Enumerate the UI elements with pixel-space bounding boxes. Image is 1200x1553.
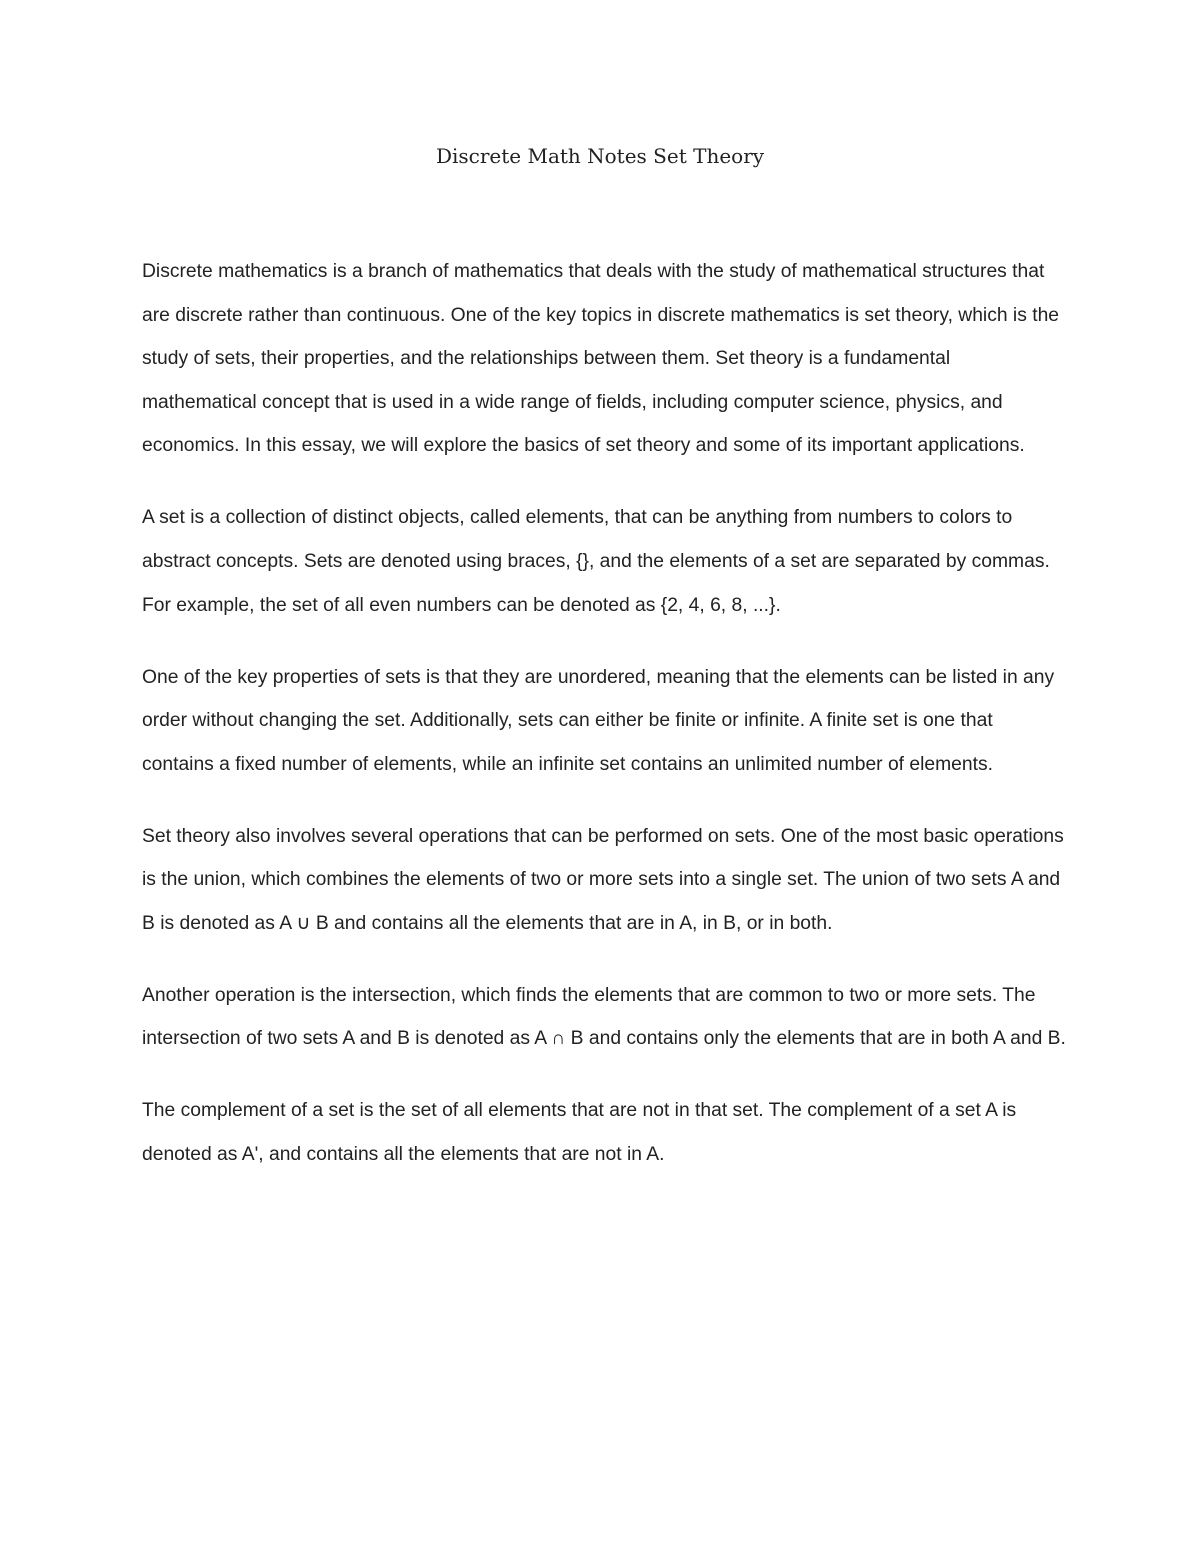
paragraph-intersection: Another operation is the intersection, which finds the elements that are common to two or more sets. The intersection of two sets A and B is denoted as A ∩ B and contains only the elements that are in both A and B. (142, 984, 1066, 1050)
paragraph-union: Set theory also involves several operations that can be performed on sets. One of the most basic operations is the union, which combines the elements of two or more sets into a single set. The union of two sets A and B is denoted as A ∪ B and contains all the elements that are in A, in B, or in both. (142, 825, 1064, 934)
paragraph-set-properties: One of the key properties of sets is that they are unordered, meaning that the elements can be listed in any order without changing the set. Additionally, sets can either be finite or infinite. A finite set is one that contains a fixed number of elements, while an infinite set contains an unlimited number of elements. (142, 666, 1055, 775)
document-body (142, 250, 1066, 1205)
paragraph-intro: Discrete mathematics is a branch of mathematics that deals with the study of mathematical structures that are discrete rather than continuous. One of the key topics in discrete mathematics is set theory, which is the study of sets, their properties, and the relationships between them. Set theory is a fundamental mathematical concept that is used in a wide range of fields, including computer science, physics, and economics. In this essay, we will explore the basics of set theory and some of its important applications. (142, 261, 1060, 457)
document-title: Discrete Math Notes Set Theory (435, 144, 765, 168)
paragraph-set-definition: A set is a collection of distinct objects, called elements, that can be anything from numbers to colors to abstract concepts. Sets are denoted using braces, {}, and the elements of a set are separated by commas. For example, the set of all even numbers can be denoted as {2, 4, 6, 8, ...}. (142, 507, 1050, 616)
paragraph-complement: The complement of a set is the set of all elements that are not in that set. The complement of a set A is denoted as A', and contains all the elements that are not in A. (142, 1100, 1017, 1166)
